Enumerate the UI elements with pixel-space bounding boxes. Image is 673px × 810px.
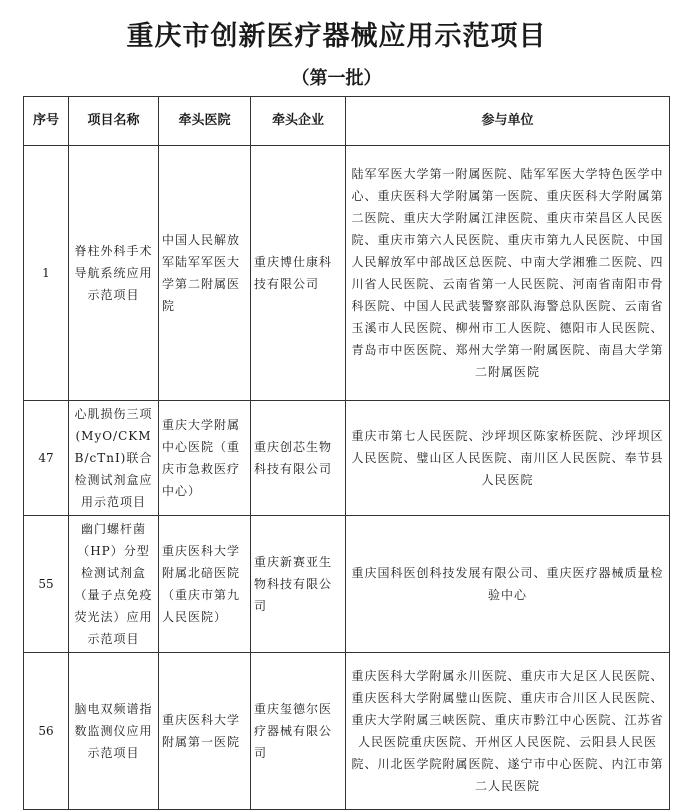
header-project: 项目名称: [69, 97, 159, 146]
cell-participants: 重庆市第七人民医院、沙坪坝区陈家桥医院、沙坪坝区人民医院、璧山区人民医院、南川区人民医院、奉节县人民医院: [346, 401, 670, 516]
cell-participants: 重庆医科大学附属永川医院、重庆市大足区人民医院、重庆医科大学附属璧山医院、重庆市合川区人民医院、重庆大学附属三峡医院、重庆市黔江中心医院、江苏省人民医院重庆医院、开州区人民医院、云阳县人民医院、川北医学院附属医院、遂宁市中心医院、内江市第二人民医院: [346, 653, 670, 810]
cell-no: 55: [24, 516, 69, 653]
cell-participants: 重庆国科医创科技发展有限公司、重庆医疗器械质量检验中心: [346, 516, 670, 653]
cell-hospital: 重庆医科大学附属第一医院: [159, 653, 251, 810]
cell-no: 1: [24, 146, 69, 401]
cell-enterprise: 重庆创芯生物科技有限公司: [251, 401, 346, 516]
table-row: [24, 653, 670, 810]
cell-project: 脑电双频谱指数监测仪应用示范项目: [69, 653, 159, 810]
cell-project: 心肌损伤三项(MyO/CKMB/cTnI)联合检测试剂盒应用示范项目: [69, 401, 159, 516]
table-row: [24, 516, 670, 653]
cell-hospital: 重庆大学附属中心医院（重庆市急救医疗中心）: [159, 401, 251, 516]
table-row: [24, 146, 670, 401]
cell-enterprise: 重庆博仕康科技有限公司: [251, 146, 346, 401]
header-participants: 参与单位: [346, 97, 670, 146]
cell-project: 脊柱外科手术导航系统应用示范项目: [69, 146, 159, 401]
cell-no: 47: [24, 401, 69, 516]
cell-no: 56: [24, 653, 69, 810]
header-hospital: 牵头医院: [159, 97, 251, 146]
document-subtitle: （第一批）: [291, 68, 382, 89]
header-enterprise: 牵头企业: [251, 97, 346, 146]
cell-hospital: 重庆医科大学附属北碚医院（重庆市第九人民医院）: [159, 516, 251, 653]
cell-enterprise: 重庆新赛亚生物科技有限公司: [251, 516, 346, 653]
projects-table: [23, 96, 670, 810]
cell-enterprise: 重庆玺德尔医疗器械有限公司: [251, 653, 346, 810]
cell-hospital: 中国人民解放军陆军军医大学第二附属医院: [159, 146, 251, 401]
header-no: 序号: [24, 97, 69, 146]
cell-participants: 陆军军医大学第一附属医院、陆军军医大学特色医学中心、重庆医科大学附属第一医院、重庆医科大学附属第二医院、重庆大学附属江津医院、重庆市荣昌区人民医院、重庆市第六人民医院、重庆市第九人民医院、中国人民解放军中部战区总医院、中南大学湘雅二医院、四川省人民医院、云南省第一人民医院、河南省南阳市骨科医院、中国人民武装警察部队海警总队医院、云南省玉溪市人民医院、柳州市工人医院、德阳市人民医院、青岛市中医医院、郑州大学第一附属医院、南昌大学第二附属医院: [346, 146, 670, 401]
document-title: 重庆市创新医疗器械应用示范项目: [126, 21, 547, 52]
table-header-row: [24, 97, 670, 146]
cell-project: 幽门螺杆菌（HP）分型检测试剂盒（量子点免疫荧光法）应用示范项目: [69, 516, 159, 653]
table-row: [24, 401, 670, 516]
